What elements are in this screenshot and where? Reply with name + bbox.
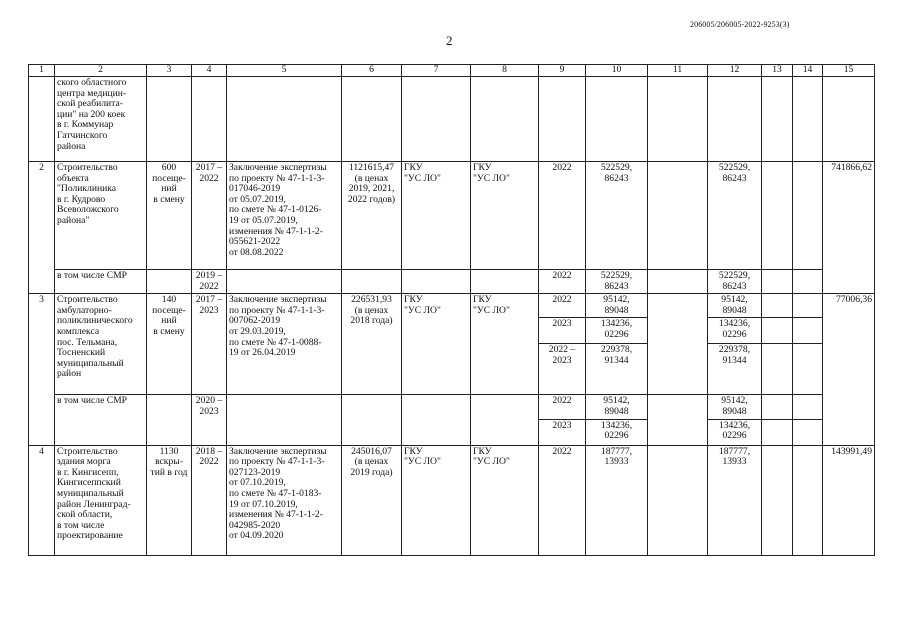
table-row <box>29 445 875 555</box>
year: 2023 <box>539 318 586 344</box>
amount-col15: 77006,36 <box>823 294 875 445</box>
period: 2017 – 2022 <box>192 162 227 270</box>
year: 2022 <box>539 270 586 294</box>
amount-col10: 134236, 02296 <box>586 318 648 344</box>
amount-col12: 134236, 02296 <box>708 318 762 344</box>
amount-col10: 522529, 86243 <box>586 162 648 270</box>
amount-col10: 134236, 02296 <box>586 419 648 445</box>
row-number: 2 <box>29 162 55 294</box>
investment-table <box>28 64 875 556</box>
estimated-cost: 245016,07 (в ценах 2019 года) <box>342 445 402 555</box>
developer: ГКУ "УС ЛО" <box>471 445 539 555</box>
period: 2017 – 2023 <box>192 294 227 395</box>
column-header: 15 <box>823 65 875 77</box>
object-name: ского областного центра медицин- ской реабилита- ции" на 200 коек в г. Коммунар Гатчинского района <box>55 77 147 162</box>
row-number: 3 <box>29 294 55 445</box>
table-row <box>29 270 875 294</box>
page-number: 2 <box>446 33 453 48</box>
amount-col12: 522529, 86243 <box>708 270 762 294</box>
amount-col10: 95142, 89048 <box>586 395 648 419</box>
estimated-cost: 1121615,47 (в ценах 2019, 2021, 2022 годов) <box>342 162 402 270</box>
amount-col12: 95142, 89048 <box>708 395 762 419</box>
expertise: Заключение экспертизы по проекту № 47-1-1-3- 027123-2019 от 07.10.2019, по смете № 47-1-0183- 19 от 07.10.2019, изменения № 47-1-1-2- 042985-2020 от 04.09.2020 <box>227 445 342 555</box>
year: 2023 <box>539 419 586 445</box>
amount-col12: 522529, 86243 <box>708 162 762 270</box>
column-header: 14 <box>793 65 823 77</box>
table-row <box>29 77 875 162</box>
column-header: 1 <box>29 65 55 77</box>
column-header: 13 <box>762 65 793 77</box>
column-header: 6 <box>342 65 402 77</box>
amount-col12: 187777, 13933 <box>708 445 762 555</box>
object-name: Строительство амбулаторно- поликлинического комплекса пос. Тельмана, Тосненский муниципальный район <box>55 294 147 395</box>
customer: ГКУ "УС ЛО" <box>402 445 471 555</box>
amount-col15: 741866,62 <box>823 162 875 294</box>
year: 2022 <box>539 395 586 419</box>
table-row <box>29 294 875 318</box>
capacity: 600 посеще- ний в смену <box>147 162 192 270</box>
amount-col12: 95142, 89048 <box>708 294 762 318</box>
row-number: 4 <box>29 445 55 555</box>
document-number: 206005/206005-2022-9253(3) <box>690 20 790 29</box>
column-header: 3 <box>147 65 192 77</box>
column-header: 5 <box>227 65 342 77</box>
period: 2019 – 2022 <box>192 270 227 294</box>
column-number-row <box>29 65 875 77</box>
developer: ГКУ "УС ЛО" <box>471 162 539 270</box>
period: 2018 – 2022 <box>192 445 227 555</box>
amount-col15: 143991,49 <box>823 445 875 555</box>
column-header: 9 <box>539 65 586 77</box>
column-header: 10 <box>586 65 648 77</box>
expertise: Заключение экспертизы по проекту № 47-1-1-3- 017046-2019 от 05.07.2019, по смете № 47-1-0126- 19 от 05.07.2019, изменения № 47-1-1-2- 055621-2022 от 08.08.2022 <box>227 162 342 270</box>
object-name: Строительство объекта "Поликлиника в г. Кудрово Всеволожского района" <box>55 162 147 270</box>
table-row <box>29 162 875 270</box>
column-header: 2 <box>55 65 147 77</box>
column-header: 7 <box>402 65 471 77</box>
sub-label: в том числе СМР <box>55 270 147 294</box>
year: 2022 <box>539 162 586 270</box>
expertise: Заключение экспертизы по проекту № 47-1-1-3- 007062-2019 от 29.03.2019, по смете № 47-1-0088- 19 от 26.04.2019 <box>227 294 342 395</box>
object-name: Строительство здания морга в г. Кингисепп, Кингисеппский муниципальный район Ленинград- ской области, в том числе проектирование <box>55 445 147 555</box>
amount-col12: 134236, 02296 <box>708 419 762 445</box>
column-header: 11 <box>648 65 708 77</box>
sub-label: в том числе СМР <box>55 395 147 445</box>
amount-col10: 522529, 86243 <box>586 270 648 294</box>
amount-col10: 187777, 13933 <box>586 445 648 555</box>
estimated-cost: 226531,93 (в ценах 2018 года) <box>342 294 402 395</box>
customer: ГКУ "УС ЛО" <box>402 294 471 395</box>
amount-col10: 229378, 91344 <box>586 344 648 395</box>
period: 2020 – 2023 <box>192 395 227 445</box>
developer: ГКУ "УС ЛО" <box>471 294 539 395</box>
capacity: 1130 вскры- тий в год <box>147 445 192 555</box>
year: 2022 <box>539 294 586 318</box>
customer: ГКУ "УС ЛО" <box>402 162 471 270</box>
column-header: 12 <box>708 65 762 77</box>
column-header: 4 <box>192 65 227 77</box>
amount-col10: 95142, 89048 <box>586 294 648 318</box>
table-row <box>29 395 875 419</box>
column-header: 8 <box>471 65 539 77</box>
year: 2022 – 2023 <box>539 344 586 395</box>
amount-col12: 229378, 91344 <box>708 344 762 395</box>
year: 2022 <box>539 445 586 555</box>
capacity: 140 посеще- ний в смену <box>147 294 192 395</box>
